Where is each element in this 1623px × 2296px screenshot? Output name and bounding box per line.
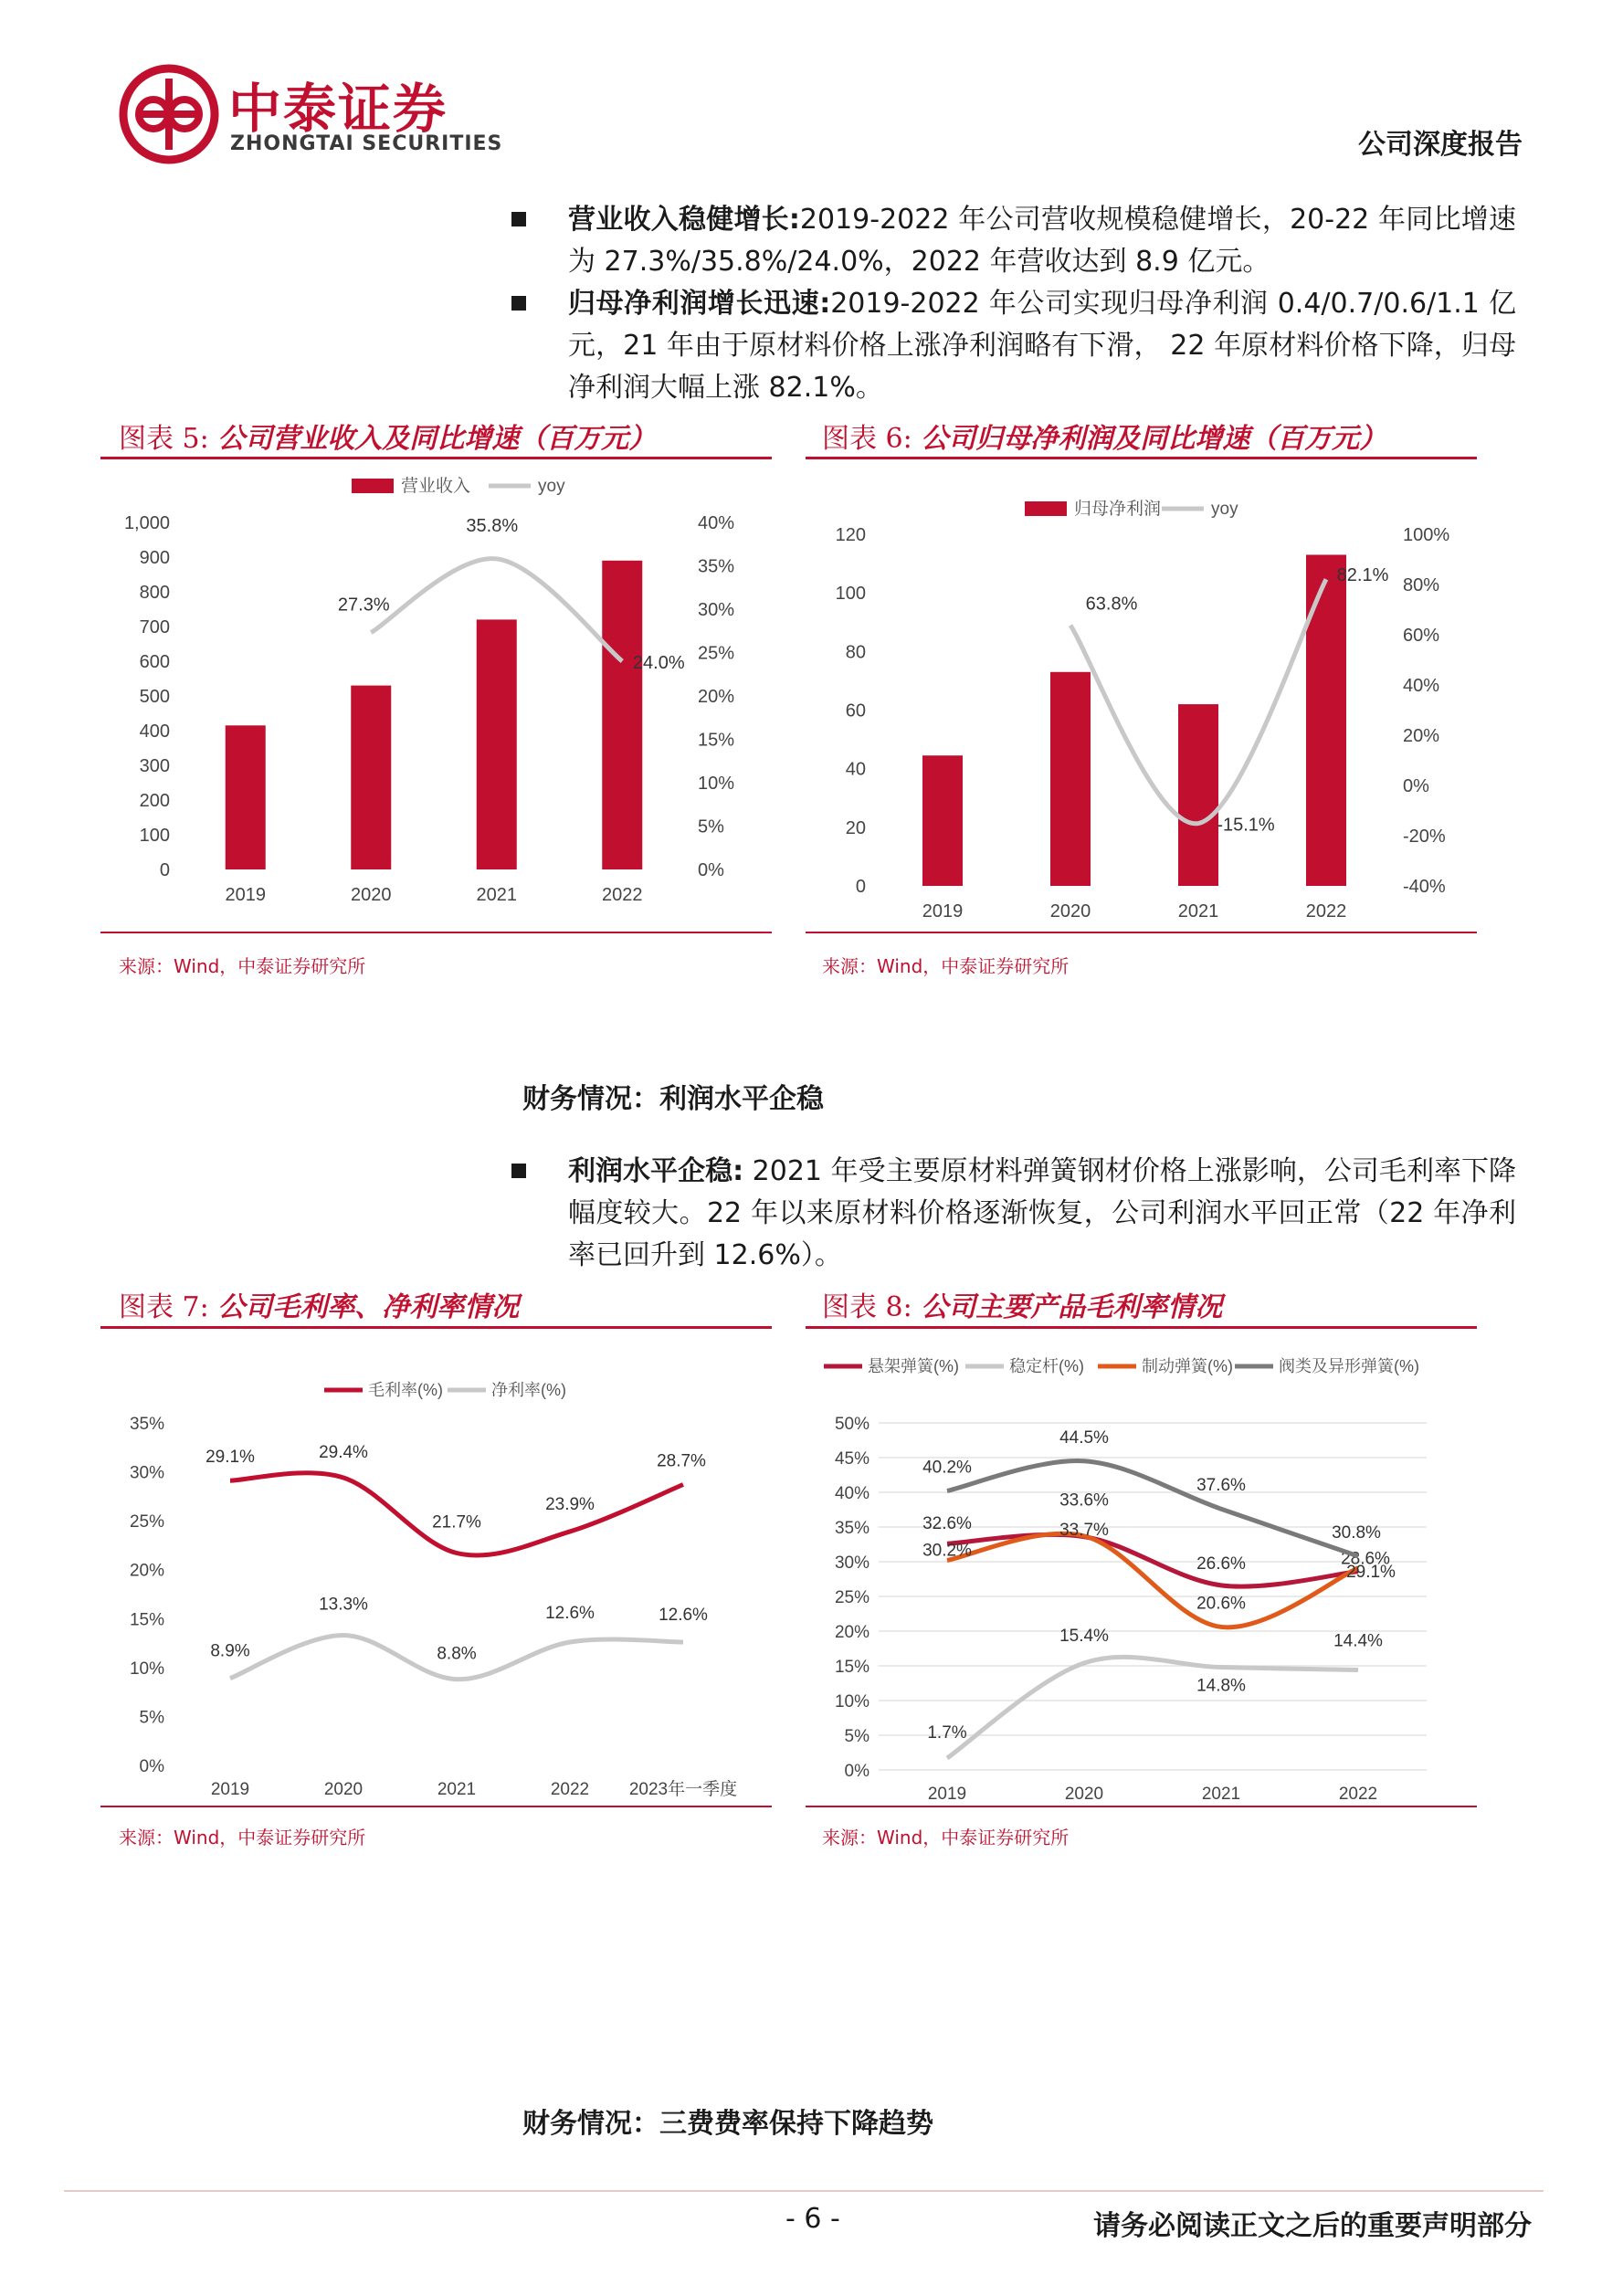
legend-bar-swatch bbox=[1025, 501, 1067, 516]
data-label: 63.8% bbox=[1085, 594, 1138, 615]
legend-line-label: yoy bbox=[1211, 500, 1238, 519]
data-label: 33.6% bbox=[1059, 1490, 1109, 1511]
legend-label: 稳定杆(%) bbox=[1009, 1357, 1084, 1375]
data-label: 30.2% bbox=[922, 1541, 972, 1561]
legend-label: 净利率(%) bbox=[491, 1381, 566, 1399]
data-label: 20.6% bbox=[1196, 1594, 1246, 1614]
y-left-tick: 200 bbox=[139, 791, 170, 811]
fig7-chart bbox=[100, 1332, 772, 1802]
data-label: -15.1% bbox=[1217, 815, 1275, 836]
y-left-tick: 700 bbox=[139, 617, 170, 637]
data-label: 33.7% bbox=[1059, 1520, 1109, 1540]
bullet-text: 2019-2022 年公司实现归母净利润 0.4/0.7/0.6/1.1 亿元，21 年由于原材料价格上涨净利润略有下滑， 22 年原材料价格下降，归母净利润大幅上涨 82.1%。 bbox=[568, 288, 1517, 404]
fig5-chart bbox=[100, 461, 772, 927]
y-left-tick: 1,000 bbox=[123, 513, 170, 533]
y-right-tick: 80% bbox=[1403, 575, 1440, 595]
bullet-square-icon bbox=[511, 1164, 526, 1178]
data-label: 28.6% bbox=[1341, 1549, 1390, 1569]
x-tick: 2023年一季度 bbox=[628, 1780, 738, 1799]
y-left-tick: 120 bbox=[835, 525, 866, 545]
brand-name-cn: 中泰证券 bbox=[228, 78, 448, 140]
fig8-source: 来源：Wind，中泰证券研究所 bbox=[822, 1827, 1070, 1848]
data-label: 82.1% bbox=[1336, 565, 1389, 586]
x-tick: 2019 bbox=[922, 901, 964, 922]
y-tick: 0% bbox=[844, 1762, 869, 1781]
y-tick: 10% bbox=[834, 1692, 869, 1711]
bar bbox=[351, 686, 391, 869]
y-left-tick: 900 bbox=[139, 548, 170, 568]
y-right-tick: 0% bbox=[1403, 776, 1429, 796]
x-tick: 2022 bbox=[1338, 1785, 1378, 1802]
data-label: 35.8% bbox=[466, 515, 519, 536]
series-line bbox=[947, 1657, 1358, 1758]
y-left-tick: 100 bbox=[139, 826, 170, 846]
y-tick: 0% bbox=[139, 1757, 164, 1776]
y-tick: 25% bbox=[129, 1512, 164, 1532]
bar bbox=[602, 561, 642, 869]
y-tick: 35% bbox=[834, 1519, 869, 1538]
data-label: 30.8% bbox=[1332, 1522, 1381, 1543]
y-tick: 30% bbox=[129, 1463, 164, 1483]
y-left-tick: 20 bbox=[845, 817, 866, 838]
y-left-tick: 500 bbox=[139, 687, 170, 707]
x-tick: 2021 bbox=[437, 1780, 477, 1799]
data-label: 15.4% bbox=[1059, 1626, 1109, 1646]
bullet-bold: 营业收入稳健增长: bbox=[568, 204, 800, 236]
y-right-tick: 20% bbox=[1403, 726, 1440, 746]
footer-notice: 请务必阅读正文之后的重要声明部分 bbox=[1093, 2210, 1532, 2242]
doc-type: 公司深度报告 bbox=[1358, 129, 1523, 161]
y-right-tick: 10% bbox=[698, 774, 735, 794]
y-right-tick: -40% bbox=[1403, 877, 1446, 897]
bar bbox=[1178, 704, 1218, 886]
x-tick: 2022 bbox=[602, 885, 643, 905]
fig5-title: 图表 5: 公司营业收入及同比增速（百万元） bbox=[119, 423, 657, 455]
data-label: 14.4% bbox=[1333, 1631, 1383, 1651]
x-tick: 2021 bbox=[1177, 901, 1219, 922]
data-label: 27.3% bbox=[337, 595, 390, 616]
y-tick: 50% bbox=[834, 1415, 869, 1434]
data-label: 29.1% bbox=[1346, 1562, 1396, 1582]
y-left-tick: 100 bbox=[835, 584, 866, 605]
data-label: 21.7% bbox=[432, 1512, 481, 1532]
y-tick: 5% bbox=[844, 1727, 869, 1746]
legend-label: 制动弹簧(%) bbox=[1142, 1357, 1233, 1375]
data-label: 28.7% bbox=[657, 1451, 706, 1471]
brand-name-en: ZHONGTAI SECURITIES bbox=[230, 132, 503, 155]
data-label: 32.6% bbox=[922, 1514, 972, 1534]
y-tick: 35% bbox=[129, 1415, 164, 1434]
y-left-tick: 400 bbox=[139, 721, 170, 742]
data-label: 24.0% bbox=[632, 653, 685, 673]
y-right-tick: 30% bbox=[698, 600, 735, 620]
y-right-tick: -20% bbox=[1403, 827, 1446, 847]
y-right-tick: 0% bbox=[698, 860, 724, 880]
bar bbox=[922, 755, 963, 886]
x-tick: 2019 bbox=[927, 1785, 967, 1802]
bullet-revenue bbox=[511, 199, 1516, 283]
data-label: 29.4% bbox=[319, 1443, 368, 1462]
y-left-tick: 0 bbox=[159, 860, 170, 880]
fig7-source: 来源：Wind，中泰证券研究所 bbox=[119, 1827, 366, 1848]
y-right-tick: 5% bbox=[698, 816, 724, 837]
x-tick: 2020 bbox=[1049, 901, 1091, 922]
y-tick: 20% bbox=[834, 1623, 869, 1642]
bullet-net-profit bbox=[511, 283, 1516, 409]
legend-bar-swatch bbox=[352, 479, 394, 493]
fig8-title: 图表 8: 公司主要产品毛利率情况 bbox=[822, 1291, 1223, 1323]
x-tick: 2020 bbox=[323, 1780, 364, 1799]
y-left-tick: 40 bbox=[845, 759, 866, 780]
legend-line-label: yoy bbox=[538, 477, 565, 496]
bullet-text: 2019-2022 年公司营收规模稳健增长，20-22 年同比增速为 27.3%/35.8%/24.0%，2022 年营收达到 8.9 亿元。 bbox=[568, 204, 1517, 278]
brand-logo bbox=[119, 64, 219, 164]
y-left-tick: 60 bbox=[845, 700, 866, 721]
y-left-tick: 0 bbox=[855, 877, 866, 897]
y-left-tick: 300 bbox=[139, 756, 170, 776]
section-heading: 财务情况：利润水平企稳 bbox=[522, 1083, 824, 1115]
y-right-tick: 20% bbox=[698, 687, 735, 707]
data-label: 26.6% bbox=[1196, 1553, 1246, 1574]
legend-label: 毛利率(%) bbox=[368, 1381, 443, 1399]
data-label: 14.8% bbox=[1196, 1676, 1246, 1696]
y-tick: 25% bbox=[834, 1588, 869, 1607]
bar bbox=[477, 619, 517, 869]
bullet-profit-level bbox=[511, 1151, 1516, 1277]
x-tick: 2022 bbox=[1305, 901, 1347, 922]
y-tick: 15% bbox=[834, 1658, 869, 1677]
fig6-source: 来源：Wind，中泰证券研究所 bbox=[822, 955, 1070, 977]
data-label: 44.5% bbox=[1059, 1427, 1109, 1448]
fig7-title: 图表 7: 公司毛利率、净利率情况 bbox=[119, 1291, 520, 1323]
data-label: 37.6% bbox=[1196, 1476, 1246, 1496]
y-tick: 15% bbox=[129, 1610, 164, 1630]
bar bbox=[1050, 672, 1091, 886]
y-tick: 20% bbox=[129, 1561, 164, 1581]
data-label: 13.3% bbox=[319, 1595, 368, 1615]
x-tick: 2020 bbox=[351, 885, 392, 905]
footer-divider bbox=[64, 2190, 1544, 2192]
legend-label: 悬架弹簧(%) bbox=[868, 1357, 959, 1375]
legend-bar-label: 营业收入 bbox=[401, 477, 471, 496]
x-tick: 2019 bbox=[225, 885, 266, 905]
bullet-square-icon bbox=[511, 212, 526, 226]
y-right-tick: 60% bbox=[1403, 626, 1440, 646]
brand-logo-icon bbox=[119, 64, 219, 164]
y-right-tick: 25% bbox=[698, 643, 735, 664]
x-tick: 2021 bbox=[1201, 1785, 1241, 1802]
bullet-bold: 归母净利润增长迅速: bbox=[568, 288, 831, 320]
y-tick: 10% bbox=[129, 1659, 164, 1679]
y-tick: 40% bbox=[834, 1484, 869, 1503]
bullet-text: 2021 年受主要原材料弹簧钢材价格上涨影响，公司毛利率下降幅度较大。22 年以来原材料价格逐渐恢复，公司利润水平回正常（22 年净利率已回升到 12.6%）。 bbox=[568, 1155, 1516, 1271]
x-tick: 2021 bbox=[476, 885, 517, 905]
x-tick: 2022 bbox=[550, 1780, 590, 1799]
data-label: 29.1% bbox=[206, 1448, 255, 1468]
y-right-tick: 100% bbox=[1403, 525, 1450, 545]
legend-bar-label: 归母净利润 bbox=[1074, 500, 1162, 519]
fig5-source: 来源：Wind，中泰证券研究所 bbox=[119, 955, 366, 977]
y-tick: 5% bbox=[139, 1708, 164, 1728]
y-left-tick: 80 bbox=[845, 642, 866, 663]
x-tick: 2019 bbox=[210, 1780, 250, 1799]
bullet-bold: 利润水平企稳: bbox=[568, 1155, 744, 1187]
data-label: 40.2% bbox=[922, 1458, 972, 1478]
y-right-tick: 35% bbox=[698, 556, 735, 577]
y-right-tick: 40% bbox=[1403, 676, 1440, 696]
data-label: 12.6% bbox=[659, 1606, 708, 1625]
data-label: 8.9% bbox=[210, 1641, 250, 1661]
bar bbox=[1306, 554, 1346, 886]
x-tick: 2020 bbox=[1064, 1785, 1104, 1802]
fig6-chart bbox=[806, 461, 1477, 927]
y-left-tick: 600 bbox=[139, 652, 170, 672]
data-label: 23.9% bbox=[545, 1494, 595, 1514]
y-tick: 30% bbox=[834, 1553, 869, 1573]
data-label: 12.6% bbox=[545, 1604, 595, 1623]
legend-label: 阀类及异形弹簧(%) bbox=[1279, 1357, 1419, 1375]
fig8-chart bbox=[806, 1332, 1477, 1802]
section-heading-2: 财务情况：三费费率保持下降趋势 bbox=[522, 2108, 933, 2140]
y-right-tick: 40% bbox=[698, 513, 735, 533]
bar bbox=[226, 725, 266, 869]
y-left-tick: 800 bbox=[139, 583, 170, 603]
data-label: 1.7% bbox=[927, 1723, 967, 1743]
bullet-square-icon bbox=[511, 296, 526, 311]
fig6-title: 图表 6: 公司归母净利润及同比增速（百万元） bbox=[822, 423, 1387, 455]
y-right-tick: 15% bbox=[698, 730, 735, 751]
page-number: - 6 - bbox=[785, 2203, 840, 2235]
data-label: 8.8% bbox=[437, 1644, 477, 1664]
y-tick: 45% bbox=[834, 1449, 869, 1469]
